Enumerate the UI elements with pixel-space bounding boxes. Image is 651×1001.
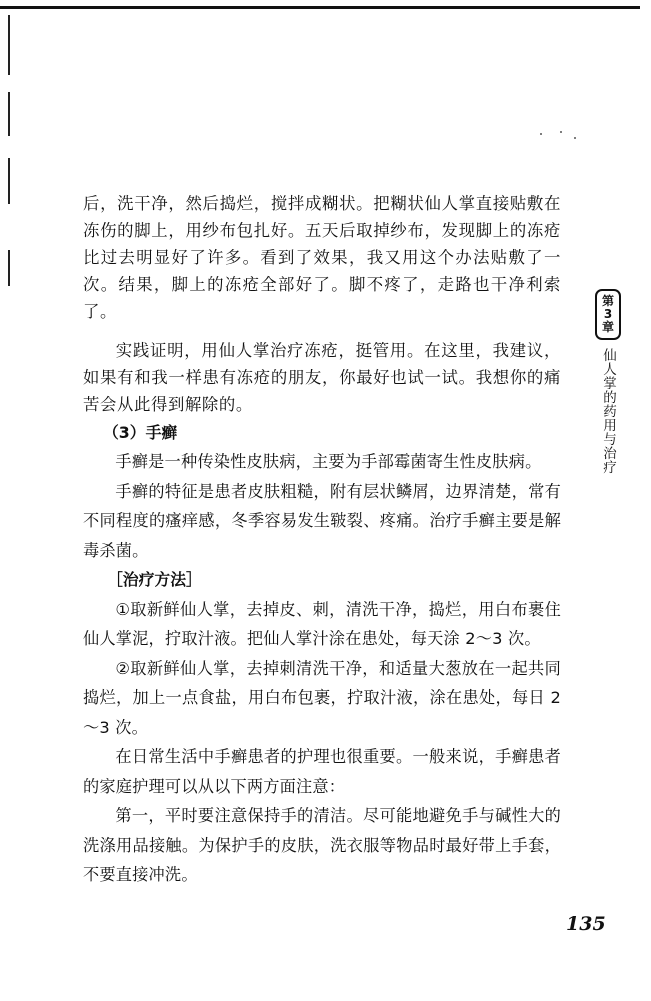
body-paragraph: 实践证明，用仙人掌治疗冻疮，挺管用。在这里，我建议，如果有和我一样患有冻疮的朋友，你最好也试一试。我想你的痛苦会从此得到解除的。 xyxy=(83,341,561,414)
top-rule xyxy=(0,6,640,9)
chapter-badge-bottom: 章 xyxy=(601,320,614,334)
margin-mark xyxy=(8,15,10,75)
page-body xyxy=(83,190,561,890)
chapter-side-tab xyxy=(593,289,623,474)
body-paragraph: 第一，平时要注意保持手的清洁。尽可能地避免手与碱性大的洗涤用品接触。为保护手的皮肤，洗衣服等物品时最好带上手套，不要直接冲洗。 xyxy=(83,806,561,884)
body-paragraph: 手癣的特征是患者皮肤粗糙，附有层状鳞屑，边界清楚，常有不同程度的瘙痒感，冬季容易发生皲裂、疼痛。治疗手癣主要是解毒杀菌。 xyxy=(83,481,561,560)
body-paragraph: 后，洗干净，然后捣烂，搅拌成糊状。把糊状仙人掌直接贴敷在冻伤的脚上，用纱布包扎好。五天后取掉纱布，发现脚上的冻疮比过去明显好了许多。看到了效果，我又用这个办法贴敷了一次。结果，脚上的冻疮全部好了。脚不疼了，走路也干净利索了。 xyxy=(83,194,561,321)
scan-speck xyxy=(540,133,542,135)
chapter-badge xyxy=(595,289,621,340)
body-paragraph: 手癣是一种传染性皮肤病，主要为手部霉菌寄生性皮肤病。 xyxy=(115,452,542,471)
scan-speck xyxy=(574,137,576,139)
body-paragraph: 在日常生活中手癣患者的护理也很重要。一般来说，手癣患者的家庭护理可以从以下两方面注意： xyxy=(83,747,561,796)
scan-speck xyxy=(560,131,562,133)
chapter-badge-top: 第 xyxy=(601,294,614,308)
section-title: （3）手癣 xyxy=(103,423,178,442)
method-heading: ［治疗方法］ xyxy=(107,570,202,589)
chapter-badge-number: 3 xyxy=(603,307,613,321)
margin-mark xyxy=(8,92,10,136)
method-item: ②取新鲜仙人掌，去掉刺清洗干净，和适量大葱放在一起共同捣烂，加上一点食盐，用白布包裹，拧取汁液，涂在患处，每日 2～3 次。 xyxy=(83,658,561,737)
page-number: 135 xyxy=(566,913,606,935)
margin-mark xyxy=(8,250,10,286)
chapter-title: 仙人掌的药用与治疗 xyxy=(600,348,616,474)
method-item: ①取新鲜仙人掌，去掉皮、刺，清洗干净，捣烂，用白布裹住仙人掌泥，拧取汁液。把仙人掌汁涂在患处，每天涂 2～3 次。 xyxy=(83,599,561,648)
margin-mark xyxy=(8,158,10,204)
